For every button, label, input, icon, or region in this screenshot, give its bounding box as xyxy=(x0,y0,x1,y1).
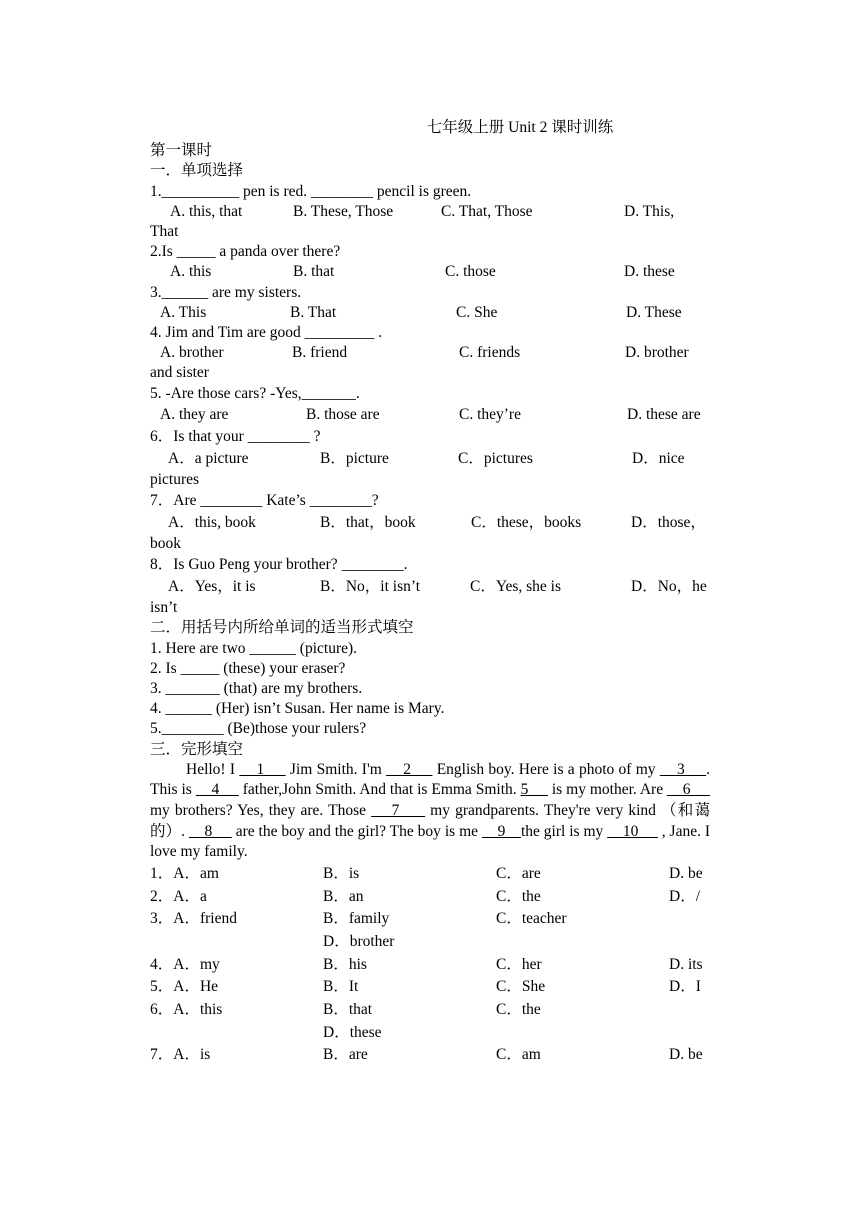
passage-text: Hello! I xyxy=(186,760,240,778)
blank-1: 1 xyxy=(239,760,286,778)
cloze-option: 4．A．my xyxy=(150,955,220,973)
option-a: A. they are xyxy=(160,405,229,423)
cloze-option: 7．A．is xyxy=(150,1046,211,1064)
cloze-option xyxy=(496,932,669,952)
option-b: B. friend xyxy=(292,344,348,362)
option-c: C．these，books xyxy=(471,514,582,532)
question-options xyxy=(150,448,710,470)
question-stem: 6．Is that your ________ ? xyxy=(150,427,321,445)
cloze-option: D．I xyxy=(669,978,701,996)
section-2-heading: 二．用括号内所给单词的适当形式填空 xyxy=(150,619,414,637)
blank-6: 6 xyxy=(667,781,711,799)
option-wrap: book xyxy=(150,535,181,553)
question xyxy=(150,323,710,384)
question xyxy=(150,426,710,490)
cloze-option: 1．A．am xyxy=(150,864,219,882)
option-c: C．pictures xyxy=(458,449,533,467)
question-options xyxy=(150,576,710,598)
cloze-option: B．family xyxy=(323,910,390,928)
option-wrap: and sister xyxy=(150,364,209,382)
question-options xyxy=(150,404,710,426)
question-options xyxy=(150,512,710,534)
passage-text: father,John Smith. And that is Emma Smith. xyxy=(238,781,521,799)
cloze-option: D．these xyxy=(323,1023,382,1041)
cloze-option: C．the xyxy=(496,887,541,905)
passage-text: Jim Smith. I'm xyxy=(285,760,387,778)
cloze-option: 6．A．this xyxy=(150,1001,223,1019)
page-title: 七年级上册 Unit 2 课时训练 xyxy=(426,119,614,136)
lesson-label: 第一课时 xyxy=(150,142,213,160)
question-stem: 2.Is _____ a panda over there? xyxy=(150,243,341,261)
fill-in-item: 3. _______ (that) are my brothers. xyxy=(150,680,363,698)
cloze-option: D. its xyxy=(669,955,703,973)
blank-8: 8 xyxy=(188,822,232,840)
question-stem: 4. Jim and Tim are good _________ . xyxy=(150,324,383,342)
option-b: B. That xyxy=(290,303,337,321)
option-wrap: pictures xyxy=(150,470,200,488)
option-a: A．Yes，it is xyxy=(168,578,256,596)
fill-in-item: 2. Is _____ (these) your eraser? xyxy=(150,659,346,677)
cloze-option: 2．A．a xyxy=(150,887,207,905)
option-d: D. This, xyxy=(624,202,675,220)
option-d: D. these xyxy=(624,263,675,281)
option-a: A．a picture xyxy=(168,449,249,467)
cloze-options xyxy=(150,864,710,1066)
cloze-option: B．his xyxy=(323,955,367,973)
option-d: D．those， xyxy=(631,514,706,532)
option-c: C. She xyxy=(456,303,498,321)
cloze-option: D．/ xyxy=(669,887,701,905)
passage-text: my grandparents. They're very kind （和蔼的）. xyxy=(150,802,711,840)
cloze-option xyxy=(669,1023,710,1043)
cloze-option: 3．A．friend xyxy=(150,910,237,928)
passage-text: my brothers? Yes, they are. Those xyxy=(150,802,372,820)
option-a: A. This xyxy=(160,303,207,321)
cloze-option: B．that xyxy=(323,1001,373,1019)
cloze-option: D．brother xyxy=(323,932,395,950)
passage-text: the girl is my xyxy=(520,822,608,840)
passage-text: English boy. Here is a photo of my xyxy=(432,760,660,778)
question xyxy=(150,242,710,282)
fill-in-item: 1. Here are two ______ (picture). xyxy=(150,639,358,657)
cloze-option xyxy=(669,1000,710,1020)
cloze-option: B．It xyxy=(323,978,359,996)
cloze-option: C．She xyxy=(496,978,546,996)
question xyxy=(150,554,710,618)
question-stem: 8．Is Guo Peng your brother? ________. xyxy=(150,556,408,574)
blank-4: 4 xyxy=(195,781,239,799)
option-d: D．nice xyxy=(632,449,685,467)
fill-in-item: 5.________ (Be)those your rulers? xyxy=(150,720,367,738)
option-c: C．Yes, she is xyxy=(470,578,562,596)
option-wrap: isn’t xyxy=(150,599,178,617)
option-a: A. this, that xyxy=(170,202,243,220)
question-stem: 1.__________ pen is red. ________ pencil is green. xyxy=(150,182,472,200)
option-b: B. that xyxy=(293,263,335,281)
option-d: D. these are xyxy=(627,405,701,423)
passage-text: . This is xyxy=(150,760,711,799)
section-3-heading: 三．完形填空 xyxy=(150,740,244,758)
cloze-option xyxy=(150,1023,323,1043)
option-d: D. brother xyxy=(625,344,689,362)
cloze-option xyxy=(669,909,710,929)
question xyxy=(150,283,710,323)
question-options xyxy=(150,202,710,222)
option-b: B．No，it isn’t xyxy=(320,578,421,596)
passage-text: , Jane. I love my family. xyxy=(150,822,711,861)
blank-9: 9 xyxy=(481,822,521,840)
question-stem: 7．Are ________ Kate’s ________? xyxy=(150,492,379,510)
cloze-option: C．am xyxy=(496,1046,541,1064)
option-c: C. those xyxy=(445,263,496,281)
cloze-option xyxy=(150,932,323,952)
question-options xyxy=(150,262,710,282)
option-c: C. friends xyxy=(459,344,521,362)
blank-10: 10 xyxy=(607,822,658,840)
option-a: A. brother xyxy=(160,344,224,362)
cloze-passage xyxy=(150,760,710,863)
question-options xyxy=(150,343,710,363)
option-d: D．No，he xyxy=(631,578,707,596)
cloze-option: D. be xyxy=(669,864,703,882)
option-a: A．this, book xyxy=(168,514,256,532)
option-c: C. That, Those xyxy=(441,202,533,220)
question xyxy=(150,384,710,426)
blank-2: 2 xyxy=(386,760,433,778)
cloze-option: C．are xyxy=(496,864,541,882)
cloze-option: 5．A．He xyxy=(150,978,219,996)
blank-5: 5 xyxy=(520,781,548,799)
option-a: A. this xyxy=(170,263,212,281)
section-1-heading: 一．单项选择 xyxy=(150,162,244,180)
blank-3: 3 xyxy=(659,760,707,778)
option-wrap: That xyxy=(150,223,179,241)
option-b: B. those are xyxy=(306,405,380,423)
worksheet xyxy=(150,118,710,1066)
passage-text: are the boy and the girl? The boy is me xyxy=(231,822,482,840)
question xyxy=(150,490,710,554)
question-stem: 5. -Are those cars? -Yes,_______. xyxy=(150,384,360,402)
question-options xyxy=(150,303,710,323)
cloze-option: B．is xyxy=(323,864,360,882)
cloze-option: C．teacher xyxy=(496,910,567,928)
option-b: B．that，book xyxy=(320,514,416,532)
passage-text: is my mother. Are xyxy=(547,781,668,799)
cloze-option xyxy=(496,1023,669,1043)
section-1-questions xyxy=(150,182,710,619)
cloze-option: D. be xyxy=(669,1046,703,1064)
blank-7: 7 xyxy=(371,802,426,820)
question-stem: 3.______ are my sisters. xyxy=(150,283,302,301)
question xyxy=(150,182,710,243)
option-c: C. they’re xyxy=(459,405,521,423)
cloze-option: C．her xyxy=(496,955,542,973)
fill-in-item: 4. ______ (Her) isn’t Susan. Her name is Mary. xyxy=(150,700,445,718)
option-d: D. These xyxy=(626,303,682,321)
option-b: B. These, Those xyxy=(293,202,394,220)
cloze-option: B．an xyxy=(323,887,364,905)
option-b: B．picture xyxy=(320,449,389,467)
cloze-option: B．are xyxy=(323,1046,368,1064)
cloze-option xyxy=(669,932,710,952)
cloze-option: C．the xyxy=(496,1001,541,1019)
